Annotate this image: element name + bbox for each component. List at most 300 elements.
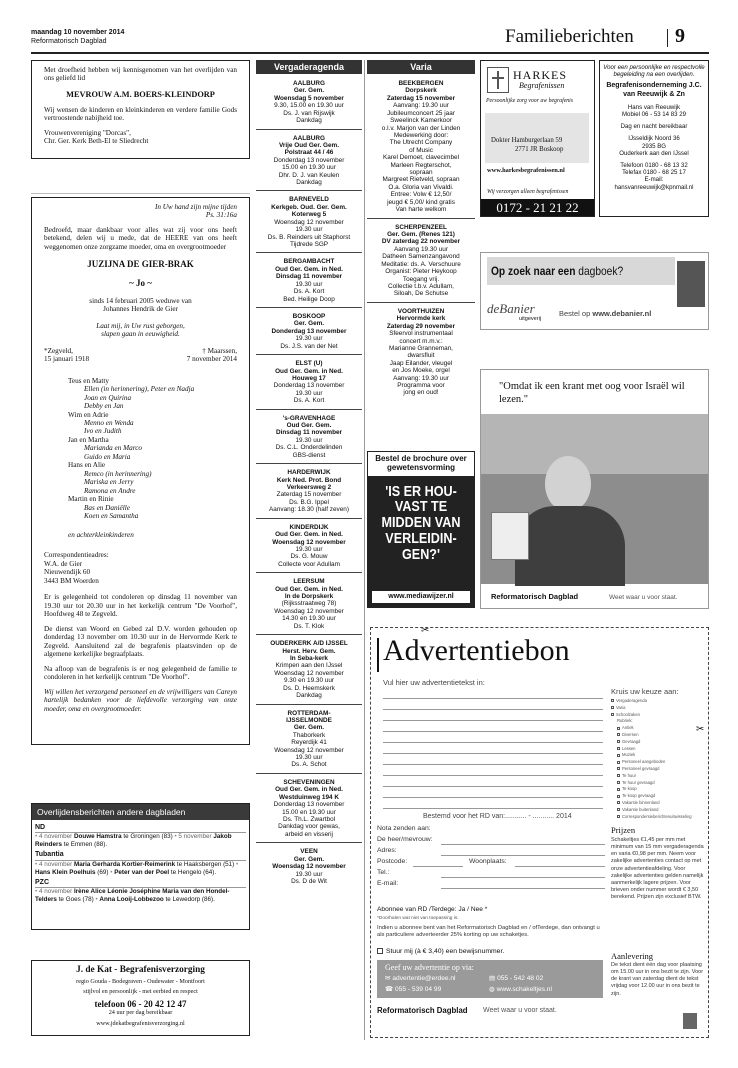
- rubriek-option[interactable]: Vakantie buitenland: [617, 807, 706, 814]
- dekat-hours: 24 uur per dag bereikbaar: [108, 1009, 173, 1017]
- reeuwijk-email[interactable]: hansvanreeuwijk@kpnmail.nl: [614, 183, 694, 191]
- paper-name: Reformatorisch Dagblad: [31, 38, 107, 45]
- scissors-icon: ✂: [696, 724, 705, 735]
- death-entry: • Hans Klein Poelhuis (69): [35, 860, 239, 876]
- section-title: Familieberichten: [505, 26, 634, 47]
- after-burial-paragraph: Na afloop van de begrafenis is er nog gelegenheid de familie te condoleren in het kerkelijk centrum "De Voorhof".: [44, 664, 237, 682]
- agenda-details: 19.30 uur Ds. J.S. van der Net: [280, 335, 338, 350]
- checkbox[interactable]: [611, 713, 614, 716]
- agenda-org: Oud Ger. Gem.: [286, 422, 332, 430]
- notice-body: Wij wensen de kinderen en kleinkinderen en verdere familie Gods vertroostende nabijheid toe.: [44, 105, 237, 123]
- death-date: 4 november: [38, 833, 74, 841]
- agenda-place: KINDERDIJK: [289, 523, 329, 531]
- family-member: Joan en Quirina: [84, 393, 132, 402]
- death-detail: te Groningen (83): [123, 833, 175, 841]
- varia-when: DV zaterdag 22 november: [381, 238, 461, 246]
- death-name: Jakob Reinders: [35, 833, 232, 849]
- agenda-org: Oud Ger. Gem. in Ned.: [275, 531, 343, 539]
- agenda-entry: [256, 710, 362, 774]
- notice-boers: [31, 60, 250, 159]
- submit-title: Geef uw advertentie op via:: [385, 963, 474, 972]
- checkbox[interactable]: [611, 699, 614, 702]
- banier-ad: [480, 252, 709, 330]
- agenda-details: 19.30 uur Ds. G. Mouw Collecte voor Adullam: [278, 545, 340, 568]
- agenda-entry: [256, 196, 362, 253]
- agenda-place: LEERSUM: [293, 578, 325, 586]
- ad-text-line[interactable]: [383, 776, 603, 787]
- reeuwijk-hours: Dag en nacht bereikbaar: [620, 123, 688, 131]
- checkbox[interactable]: [617, 801, 620, 804]
- checkbox[interactable]: [617, 767, 620, 770]
- death-detail: te Goes (78): [58, 896, 96, 904]
- varia-entry: [367, 80, 475, 219]
- varia-entry: [367, 224, 475, 303]
- agenda-entry: [256, 469, 362, 519]
- ad-text-line[interactable]: [383, 699, 603, 710]
- proof-checkbox[interactable]: [377, 948, 383, 954]
- ad-text-line[interactable]: [383, 721, 603, 732]
- field-label: Postcode:: [377, 858, 408, 865]
- delivery-text: De tekst dient één dag voor plaatsing om 15.00 uur in ons bezit te zijn. Voor de krant van zaterdag dient de tekst vrijdag voor 12.00 uur in ons bezit te zijn.: [611, 962, 704, 997]
- form-footer-logo: Reformatorisch Dagblad: [377, 1006, 468, 1015]
- paper-label: ND: [35, 823, 246, 833]
- death-entry: • 4 november Irène Alice Léonie Joséphine Maria van den Hondel-Telders te Goes (78): [35, 887, 230, 904]
- notice-intro: Bedroefd, maar dankbaar voor alles wat zij voor ons heeft betekend, delen wij u mede, dat de HEERE van ons heeft weggenomen onze zorgzame moeder, oma en overgrootmoeder: [44, 225, 237, 251]
- agenda-org: Oud Ger. Gem. in Ned.: [275, 265, 343, 273]
- contact-field[interactable]: [377, 869, 605, 880]
- submit-panel: [377, 960, 603, 998]
- form-footer-tagline: Weet waar u voor staat.: [483, 1007, 557, 1014]
- agenda-details: Woensdag 12 november 19.30 uur Ds. B. Reinders uit Staphorst Tijdrede SGP: [267, 218, 351, 249]
- mediawijzer-headline: VERLEIDIN-: [385, 529, 457, 547]
- agenda-entry: [256, 313, 362, 355]
- field-label: Adres:: [377, 847, 397, 854]
- agenda-place: BARNEVELD: [289, 196, 329, 204]
- dekat-title: J. de Kat - Begrafenisverzorging: [76, 965, 205, 975]
- reeuwijk-phone: Telefoon 0180 - 68 13 32: [620, 162, 688, 169]
- varia-details: Aanvang 19.30 uur Datheen Samenzangavond Meditatie: ds. A. Verschuure Organist: Pieter Heykoop Toegang vrij. Collectie t.b.v. Adullam, Siloah, De Schutse: [381, 245, 461, 298]
- agenda-place: OUDERKERK A/D IJSSEL: [270, 640, 348, 648]
- agenda-details: Donderdag 13 november 15.00 en 19.30 uur Ds. Th.L. Zwartbol Dankdag voor gewas, arbeid en visserij: [273, 801, 345, 838]
- paper-label: Tubantia: [35, 850, 246, 860]
- reeuwijk-company: Begrafenisonderneming J.C. van Reeuwijk & Zn: [606, 82, 702, 98]
- agenda-details: Thaborkerk Reyerdijk 41 Woensdag 12 november 19.30 uur Ds. A. Schot: [274, 731, 344, 769]
- family-member: Jan en Martha: [68, 435, 109, 444]
- paper-entries: [35, 888, 246, 904]
- ad-text-line[interactable]: [383, 787, 603, 798]
- varia-place: SCHERPENZEEL: [395, 223, 447, 231]
- agenda-place: HARDERWIJK: [287, 469, 331, 477]
- agenda-org: Kerkgeb. Oud. Ger. Gem. Koterweg 5: [271, 203, 347, 219]
- checkbox[interactable]: [611, 706, 614, 709]
- quote-line: slapen gaan in eeuwigheid.: [101, 330, 180, 339]
- checkbox[interactable]: [617, 788, 620, 791]
- delivery-title: Aanlevering: [611, 951, 654, 961]
- dekat-ad: [31, 960, 250, 1036]
- field-line[interactable]: [441, 877, 605, 878]
- family-member: Teus en Matty: [68, 376, 110, 385]
- family-member: Wim en Adrie: [68, 410, 109, 419]
- other-papers-box: [31, 803, 250, 930]
- family-member: Martin en Rinie: [68, 495, 114, 504]
- agenda-details: 9.30, 15.00 en 19.30 uur Ds. J. van Rijswijk Dankdag: [274, 102, 344, 125]
- varia-place: BEEKBERGEN: [398, 80, 444, 87]
- harkes-city: 2771 JR Boskoop: [515, 146, 564, 153]
- reeuwijk-postcode: 2935 BG: [641, 142, 667, 150]
- varia-place: VOORTHUIZEN: [397, 307, 445, 315]
- page-number: 9: [675, 25, 685, 47]
- paper-label: PZC: [35, 878, 246, 888]
- death-entry: • 4 november Douwe Hamstra te Groningen (83): [35, 833, 175, 841]
- harkes-phone: 0172 - 21 21 22: [481, 199, 594, 216]
- verse-reference: Ps. 31:16a: [205, 211, 237, 220]
- submit-fax: ▤ 055 - 542 48 02: [489, 975, 544, 982]
- rubriek-label: Rubriek:: [617, 718, 633, 724]
- varia-when: Zaterdag 15 november: [386, 94, 456, 102]
- person-body: [515, 506, 625, 586]
- agenda-entry: [256, 640, 362, 704]
- diary-image: [677, 261, 705, 307]
- agenda-entry: [256, 848, 362, 889]
- family-member: Ellen (in herinnering), Peter en Nadja: [84, 385, 195, 394]
- mediawijzer-url[interactable]: www.mediawijzer.nl: [372, 591, 470, 603]
- paper-entries: [35, 861, 246, 877]
- prices-text: Schakeltjes €1,45 per mm met minimum van 15 mm vergaderagenda en varia €0,98 per mm. Neem voor zakelijke advertenties contact op met onze advertentieafdeling. Voor zakelijke advertenties gelden namelijk aanmerkelijk lagere prijzen. Voor brieven onder nummer wordt € 3,50 berekend. Prijzen zijn exclusief BTW.: [611, 837, 704, 901]
- proof-option[interactable]: Stuur mij (à € 3,40) een bewijsnummer.: [377, 948, 504, 956]
- rd-photo: [481, 414, 708, 584]
- rubriek-option[interactable]: Gevraagd: [617, 739, 706, 746]
- agenda-place: SCHEVENINGEN: [283, 778, 335, 786]
- varia-entry: [367, 308, 475, 401]
- submit-website[interactable]: ◍ www.schakeltjes.nl: [489, 986, 552, 993]
- ad-text-line[interactable]: [383, 798, 603, 809]
- death-detail: te Hengelo (64).: [170, 868, 217, 876]
- person-head: [545, 456, 591, 512]
- agenda-place: 's-GRAVENHAGE: [282, 414, 336, 422]
- agenda-title: Vergaderagenda: [256, 60, 362, 74]
- varia-org: Ger. Gem. (Renes 121): [387, 231, 455, 239]
- mediawijzer-headline: MIDDEN VAN: [381, 514, 461, 532]
- mediawijzer-ad: [367, 451, 475, 608]
- family-member: Mariska en Jerry: [84, 478, 134, 487]
- paper-entries: [35, 833, 246, 849]
- dekat-website: www.jdekatbegrafenisverzorging.nl: [96, 1019, 185, 1027]
- reeuwijk-ad: [599, 60, 709, 217]
- agenda-details: Donderdag 13 november 15.00 en 19.30 uur Dhr. D. J. van Keulen Dankdag: [273, 156, 345, 187]
- agenda-place: ROTTERDAM- IJSSELMONDE: [286, 709, 332, 724]
- notice-signed: Vrouwenvereniging "Dorcas",: [44, 128, 131, 137]
- varia-org: Dorpskerk: [405, 87, 437, 95]
- family-member: Guido en Maria: [84, 452, 131, 461]
- scissors-icon: ✂: [421, 627, 430, 636]
- harkes-website[interactable]: www.harkesbegrafenissen.nl: [487, 167, 565, 174]
- field-line[interactable]: [441, 855, 605, 856]
- agenda-org: Oud Ger. Gem. in Ned. In de Dorpskerk: [275, 585, 343, 601]
- death-date: 4 november: [38, 860, 74, 868]
- late-husband: Johannes Hendrik de Gier: [103, 305, 178, 314]
- reeuwijk-street: IJsseldijk Noord 36: [628, 135, 680, 143]
- ad-text-line[interactable]: [383, 688, 603, 699]
- grandkids-line: en achterkleinkinderen: [68, 530, 134, 539]
- checkbox[interactable]: [617, 747, 620, 750]
- notice-de-gier: [31, 197, 250, 745]
- agenda-entry: [256, 578, 362, 635]
- agenda-org: Ger. Gem.: [293, 724, 325, 732]
- checkbox[interactable]: [617, 808, 620, 811]
- death-date: 5 november: [178, 833, 214, 841]
- placement-date[interactable]: Bestemd voor het RD van:........... - ........... 2014: [423, 813, 572, 820]
- banier-logo-sub: uitgeverij: [519, 316, 542, 322]
- harkes-care: Wij verzorgen alleen begrafenissen: [487, 189, 569, 195]
- rubriek-option[interactable]: Diversen: [617, 732, 706, 739]
- death-date: 4 november: [38, 887, 74, 895]
- reeuwijk-intro: Voor een persoonlijke en respectvolle begeleiding na een overlijden.: [603, 64, 705, 79]
- ad-text-line[interactable]: [383, 754, 603, 765]
- field-label: Tel.:: [377, 869, 390, 876]
- death-entry: • Peter van der Poel te Hengelo (64).: [110, 868, 217, 876]
- submit-phone: ☎ 055 - 539 04 99: [385, 986, 442, 993]
- verse-text: In Uw hand zijn mijne tijden: [154, 203, 237, 211]
- contact-field: [377, 825, 605, 836]
- agenda-when: Woensdag 12 november: [272, 863, 346, 871]
- mailbox-icon: [683, 1013, 697, 1029]
- rubriek-option[interactable]: Personeel aangeboden: [617, 759, 706, 766]
- agenda-org: Ger. Gem.: [293, 87, 325, 95]
- checkbox[interactable]: [617, 815, 620, 818]
- rubriek-option[interactable]: Vakantie binnenland: [617, 800, 706, 807]
- rd-tagline: Weet waar u voor staat.: [609, 594, 678, 601]
- agenda-place: ELST (U): [295, 360, 323, 368]
- rubriek-option[interactable]: Te huur: [617, 773, 706, 780]
- banier-logo: deBanier: [487, 301, 535, 316]
- harkes-sub: Begrafenissen: [519, 81, 565, 90]
- checkbox[interactable]: [617, 781, 620, 784]
- checkbox[interactable]: [617, 740, 620, 743]
- death-name: Irène Alice Léonie Joséphine Maria van den Hondel-Telders: [35, 887, 230, 904]
- deceased-name: MEVROUW A.M. BOERS-KLEINDORP: [66, 89, 215, 99]
- rubriek-option[interactable]: Personeel gevraagd: [617, 766, 706, 773]
- agenda-entry: [256, 524, 362, 574]
- reeuwijk-person: Hans van Reeuwijk: [627, 103, 681, 111]
- rd-israel-ad: [480, 369, 709, 609]
- thanks-paragraph: Wij willen het verzorgend personeel en de vrijwilligers van Careyn hartelijk bedanken voor de liefdevolle verzorging van onze moeder, oma en overgrootmoeder.: [44, 687, 237, 713]
- death-info: † Maarssen, 7 november 2014: [186, 346, 237, 364]
- agenda-details: Krimpen aan den IJssel Woensdag 12 november 9.30 en 19.30 uur Ds. D. Heemskerk Dankdag: [274, 662, 344, 700]
- agenda-place: VEEN: [300, 848, 318, 856]
- harkes-address: Dokter Hamburgerlaan 59: [491, 137, 563, 144]
- family-member: Koen en Samantha: [84, 512, 139, 521]
- deceased-name: JUZIJNA DE GIER-BRAK: [87, 259, 194, 270]
- family-member: Ivo en Judith: [84, 427, 122, 436]
- quote-line: Laat mij, in Uw rust geborgen,: [96, 321, 185, 330]
- death-entry: • 5 november Jakob Reinders te Emmen (88).: [35, 833, 232, 849]
- checkbox[interactable]: [617, 761, 620, 764]
- varia-details: Sfeervol instrumentaal concert m.m.v.: Marianne Granneman, dwarsfluit Jaap Eilander, vleugel en Jos Moeke, orgel Aanvang: 19.30 uur Programma voor jong en oud!: [389, 330, 453, 397]
- varia-details: Aanvang: 19.30 uur Jubileumconcert 25 jaar Sweelinck Kamerkoor o.l.v. Marjon van der Linden Medewerking door: The Utrecht Company of Music Karel Demoet, clavecimbel Marleen Regterschot, sopraan Margreet Rietveld, sopraan O.a. Gloria van Vivaldi. Entree: Volw € 12,50/ jeugd € 5,00/ kind gratis Van harte welkom: [381, 102, 461, 214]
- reeuwijk-fax: Telefax 0180 - 68 25 17: [622, 169, 686, 177]
- mediawijzer-top: Bestel de brochure over gewetensvorming: [368, 452, 474, 476]
- agenda-details: Zaterdag 15 november Ds. B.G. Ippel Aanvang: 18.30 (half zeven): [269, 491, 349, 514]
- rubriek-option[interactable]: Correspondentieberichtenuitwisseling: [617, 814, 706, 821]
- contact-field[interactable]: [377, 858, 605, 869]
- death-entry: • Anna Looij-Lobbezoo te Lewedorp (86).: [95, 896, 215, 904]
- contact-field[interactable]: [377, 880, 605, 891]
- banier-headline: Op zoek naar een dagboek?: [491, 264, 624, 278]
- ad-text-line[interactable]: [383, 743, 603, 754]
- rd-logo: Reformatorisch Dagblad: [491, 592, 579, 601]
- agenda-entry: [256, 360, 362, 410]
- field-line[interactable]: [441, 888, 605, 889]
- mediawijzer-headline: VAST TE: [394, 498, 448, 516]
- agenda-entry: [256, 80, 362, 130]
- death-name: Anna Looij-Lobbezoo: [99, 896, 166, 904]
- service-paragraph: De dienst van Woord en Gebed zal D.V. worden gehouden op donderdag 13 november om 10.30 uur in de Hervormde Kerk te Zegveld. Aansluitend zal de begrafenis plaatsvinden op de algemene kerkelijke begraafplaats.: [44, 624, 237, 659]
- banier-cta[interactable]: Bestel op www.debanier.nl: [559, 309, 652, 318]
- death-entry: • 4 november Maria Gerharda Kortier-Reimerink te Haaksbergen (51): [35, 860, 237, 868]
- death-name: Douwe Hamstra: [73, 833, 124, 841]
- reeuwijk-email-label: E-mail:: [644, 176, 664, 184]
- deceased-nickname: ~ Jo ~: [129, 278, 152, 289]
- checkbox[interactable]: [617, 727, 620, 730]
- agenda-org: Herst. Herv. Gem. In Seba-kerk: [282, 647, 336, 662]
- family-member: Hans en Alie: [68, 461, 106, 470]
- contact-field[interactable]: [377, 847, 605, 858]
- harkes-name: HARKES: [513, 68, 568, 82]
- mediawijzer-headline: GEN?': [401, 545, 440, 563]
- varia-title: Varia: [367, 60, 475, 74]
- agenda-details: 19.30 uur Ds. C.L. Onderdelinden GBS-dienst: [275, 436, 343, 459]
- condolence-paragraph: Er is gelegenheid tot condoleren op dinsdag 11 november van 19.30 uur tot 20.30 uur in het kerkelijk centrum "De Voorhof", Hoofdweg 48 te Zegveld.: [44, 593, 237, 619]
- field-line[interactable]: [515, 866, 605, 867]
- mediawijzer-headline: 'IS ER HOU-: [385, 482, 457, 500]
- varia-org: Hervormde kerk: [396, 315, 446, 323]
- agenda-entry: [256, 415, 362, 465]
- death-detail: te Lewedorp (86).: [165, 896, 215, 904]
- form-title: Advertentiebon: [383, 634, 570, 667]
- agenda-entry: [256, 135, 362, 192]
- rubriek-option[interactable]: Muziek: [617, 752, 706, 759]
- agenda-org: Oud Ger. Gem. in Ned. Westduinweg 194 K: [275, 786, 343, 801]
- family-member: Remco (in herinnering): [84, 469, 152, 478]
- rubriek-option[interactable]: Te huur gevraagd: [617, 780, 706, 787]
- ad-text-line[interactable]: [383, 765, 603, 776]
- harkes-logo-icon: [487, 67, 509, 93]
- death-detail: te Emmen (88).: [63, 841, 108, 849]
- death-detail: te Haaksbergen (51): [176, 860, 237, 868]
- choice-option[interactable]: Varia: [611, 705, 706, 712]
- family-list: [68, 377, 237, 521]
- agenda-when: Donderdag 13 november: [271, 327, 347, 335]
- agenda-when: Dinsdag 11 november: [275, 273, 343, 281]
- rubriek-option[interactable]: Antiek: [617, 725, 706, 732]
- agenda-org: Kerk Ned. Prot. Bond Verkeersweg 2: [276, 476, 342, 491]
- agenda-details: (Rijksstraatweg 78) Woensdag 12 november 14.30 en 19.30 uur Ds. T. Klok: [274, 600, 344, 630]
- agenda-place: BERGAMBACHT: [283, 258, 335, 266]
- newspaper-icon: [491, 512, 529, 560]
- harkes-ad: [480, 60, 595, 217]
- reeuwijk-town: Ouderkerk aan den IJssel: [619, 149, 689, 157]
- choice-option[interactable]: Vergaderagenda: [611, 698, 706, 705]
- field-label: E-mail:: [377, 880, 399, 887]
- page-date: maandag 10 november 2014: [31, 29, 125, 36]
- death-name: Hans Klein Poelhuis: [35, 868, 98, 876]
- agenda-place: AALBURG: [293, 80, 325, 87]
- ad-text-line[interactable]: [383, 732, 603, 743]
- choice-option[interactable]: Schoolzaken: [611, 712, 706, 719]
- ad-order-form: [370, 627, 709, 1038]
- dekat-phone: telefoon 06 - 20 42 12 47: [94, 998, 187, 1009]
- notice-signed-church: Chr. Ger. Kerk Beth-El te Sliedrecht: [44, 137, 149, 146]
- death-detail: (69): [97, 868, 111, 876]
- rd-quote: "Omdat ik een krant met oog voor Israël wil lezen.": [499, 381, 685, 406]
- ad-text-line[interactable]: [383, 710, 603, 721]
- reeuwijk-mobile: Mobiel 06 - 53 14 83 29: [621, 111, 687, 119]
- family-member: Bas en Daniëlle: [84, 503, 130, 512]
- agenda-when: Dinsdag 11 november: [275, 429, 343, 437]
- submit-email[interactable]: ✉ advertentie@erdee.nl: [385, 975, 456, 982]
- agenda-entry: [256, 258, 362, 308]
- agenda-org: Oud Ger. Gem. in Ned. Houweg 17: [275, 367, 343, 382]
- dekat-region: regio Gouda - Bodegraven - Oudewater - Montfoort: [76, 977, 205, 985]
- agenda-place: AALBURG: [293, 134, 325, 142]
- field-label: De heer/mevrouw:: [377, 836, 433, 843]
- varia-when: Zaterdag 29 november: [386, 322, 456, 330]
- family-member: Menno en Wenda: [84, 419, 134, 427]
- other-papers-title: Overlijdensberichten andere dagbladen: [32, 804, 249, 820]
- field-label: Nota zenden aan:: [377, 825, 431, 832]
- rubriek-option[interactable]: Te koop: [617, 786, 706, 793]
- agenda-details: 19.30 uur Ds. A. Kort Bed. Heilige Doop: [283, 280, 335, 303]
- agenda-org: Vrije Oud Ger. Gem. Polstraat 44 / 46: [278, 141, 340, 157]
- dekat-slogan: stijlvol en persoonlijk - met eerbied en respect: [83, 988, 198, 996]
- checkbox[interactable]: [617, 733, 620, 736]
- checkbox[interactable]: [617, 754, 620, 757]
- agenda-org: Ger. Gem.: [293, 855, 325, 863]
- checkbox[interactable]: [617, 774, 620, 777]
- discount-note: Indien u abonnee bent van het Reformatorisch Dagblad en / ofTerdege, dan ontvangt u als particuliere adverteerder 25% korting op uw schaketjes.: [377, 925, 600, 938]
- contact-field[interactable]: [377, 836, 605, 847]
- agenda-entry: [256, 779, 362, 843]
- field-line[interactable]: [441, 844, 605, 845]
- widow-since: sinds 14 februari 2005 weduwe van: [89, 296, 192, 305]
- form-footnote: *Doorhalen wat niet van toepassing is.: [377, 916, 459, 921]
- death-name: Peter van der Poel: [114, 868, 171, 876]
- agenda-details: Donderdag 13 november 19.30 uur Ds. A. Kort: [273, 382, 345, 405]
- prices-title: Prijzen: [611, 825, 636, 835]
- agenda-when: Woensdag 12 november: [272, 538, 346, 546]
- form-instruction: Vul hier uw advertentietekst in:: [383, 678, 485, 687]
- rubriek-option[interactable]: Lessen: [617, 746, 706, 753]
- family-member: Debby en Jan: [84, 402, 124, 411]
- birth-info: *Zegveld, 15 januari 1918: [44, 346, 90, 364]
- agenda-details: 19.30 uur Ds. D de Wit: [291, 870, 327, 885]
- subscriber-question[interactable]: Abonnee van RD /Terdege: Ja / Nee *: [377, 906, 488, 913]
- family-member: Ramona en Andre: [84, 486, 136, 495]
- agenda-place: BOSKOOP: [292, 312, 326, 320]
- rubriek-option[interactable]: Te koop gevraagd: [617, 793, 706, 800]
- agenda-when: Woensdag 5 november: [274, 94, 344, 102]
- field-line[interactable]: [413, 866, 463, 867]
- field-label: Woonplaats:: [469, 858, 507, 865]
- notice-intro: Met droefheid hebben wij kennisgenomen van het overlijden van ons geliefd lid: [44, 66, 237, 83]
- checkbox[interactable]: [617, 795, 620, 798]
- correspondence-address: Correspondentieadres: W.A. de Gier Nieuwendijk 60 3443 BM Woerden: [44, 551, 109, 585]
- agenda-org: Ger. Gem.: [293, 320, 325, 328]
- choice-title: Kruis uw keuze aan:: [611, 687, 679, 696]
- family-member: Marianda en Marco: [84, 444, 143, 453]
- death-name: Maria Gerharda Kortier-Reimerink: [73, 860, 177, 868]
- harkes-tagline: Persoonlijke zorg voor uw begrafenis: [486, 98, 574, 104]
